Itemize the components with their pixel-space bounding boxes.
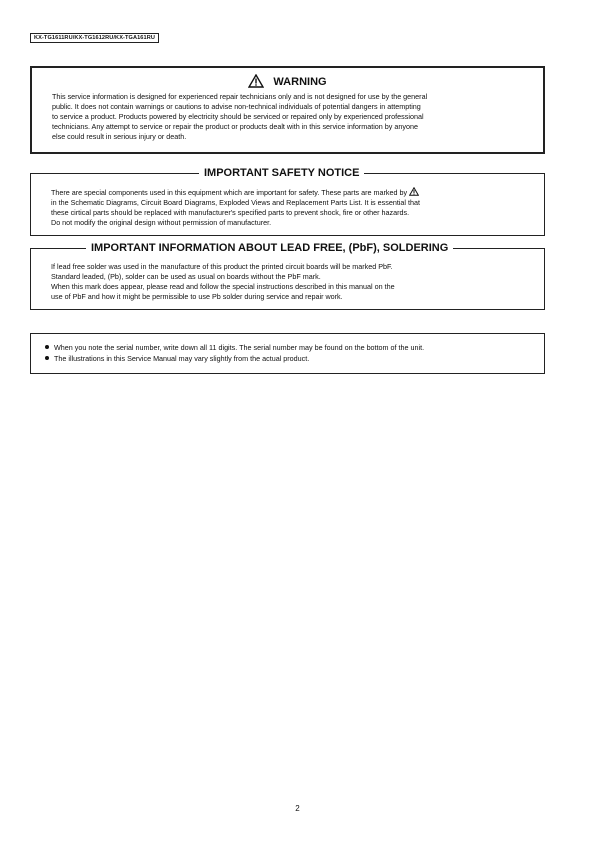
safety-line-text: There are special components used in this equipment which are important for safety. These parts are marked by	[51, 188, 408, 197]
safety-notice-title: IMPORTANT SAFETY NOTICE	[199, 166, 364, 180]
list-item	[45, 353, 424, 364]
safety-line: in the Schematic Diagrams, Circuit Board Diagrams, Exploded Views and Replacement Parts List. It is essential that	[51, 198, 420, 207]
warning-line: This service information is designed for experienced repair technicians only and is not designed for use by the general	[52, 92, 428, 101]
warning-title: WARNING	[273, 76, 327, 88]
warning-box	[30, 66, 545, 154]
warning-text	[52, 92, 427, 142]
warning-line: technicians. Any attempt to service or repair the product or products dealt with in this service information by anyone	[52, 122, 418, 131]
warning-triangle-icon	[409, 187, 419, 196]
note-text: The illustrations in this Service Manual may vary slightly from the actual product.	[54, 354, 310, 363]
warning-line: public. It does not contain warnings or cautions to advise non-technical individuals of potential dangers in attempting	[52, 102, 421, 111]
safety-line: Do not modify the original design without permission of manufacturer.	[51, 218, 272, 227]
safety-notice-box	[30, 167, 545, 236]
safety-notice-text	[51, 187, 420, 228]
model-number-tag: KX-TG1611RU/KX-TG1612RU/KX-TGA161RU	[30, 33, 159, 43]
warning-triangle-icon	[248, 74, 264, 88]
lead-free-text	[51, 262, 395, 302]
bullet-icon	[45, 356, 49, 360]
bullet-icon	[45, 345, 49, 349]
lead-free-line: Standard leaded, (Pb), solder can be used as usual on boards without the PbF mark.	[51, 272, 321, 281]
lead-free-line: If lead free solder was used in the manufacture of this product the printed circuit boards will be marked PbF.	[51, 262, 393, 271]
warning-heading	[32, 74, 543, 89]
note-text: When you note the serial number, write down all 11 digits. The serial number may be found on the bottom of the unit.	[54, 343, 425, 352]
lead-free-line: use of PbF and how it might be permissible to use Pb solder during service and repair work.	[51, 292, 343, 301]
notes-list	[45, 342, 424, 364]
lead-free-box	[30, 242, 545, 310]
page-number: 2	[295, 804, 300, 813]
safety-line	[51, 187, 420, 198]
warning-line: to service a product. Products powered by electricity should be serviced or repaired only by experienced professional	[52, 112, 424, 121]
notes-box	[30, 333, 545, 374]
safety-line: these cirtical parts should be replaced with manufacturer's specified parts to prevent shock, fire or other hazards.	[51, 208, 410, 217]
lead-free-title: IMPORTANT INFORMATION ABOUT LEAD FREE, (PbF), SOLDERING	[86, 241, 453, 255]
warning-line: else could result in serious injury or death.	[52, 132, 187, 141]
list-item	[45, 342, 424, 353]
lead-free-line: When this mark does appear, please read and follow the special instructions described in this manual on the	[51, 282, 395, 291]
